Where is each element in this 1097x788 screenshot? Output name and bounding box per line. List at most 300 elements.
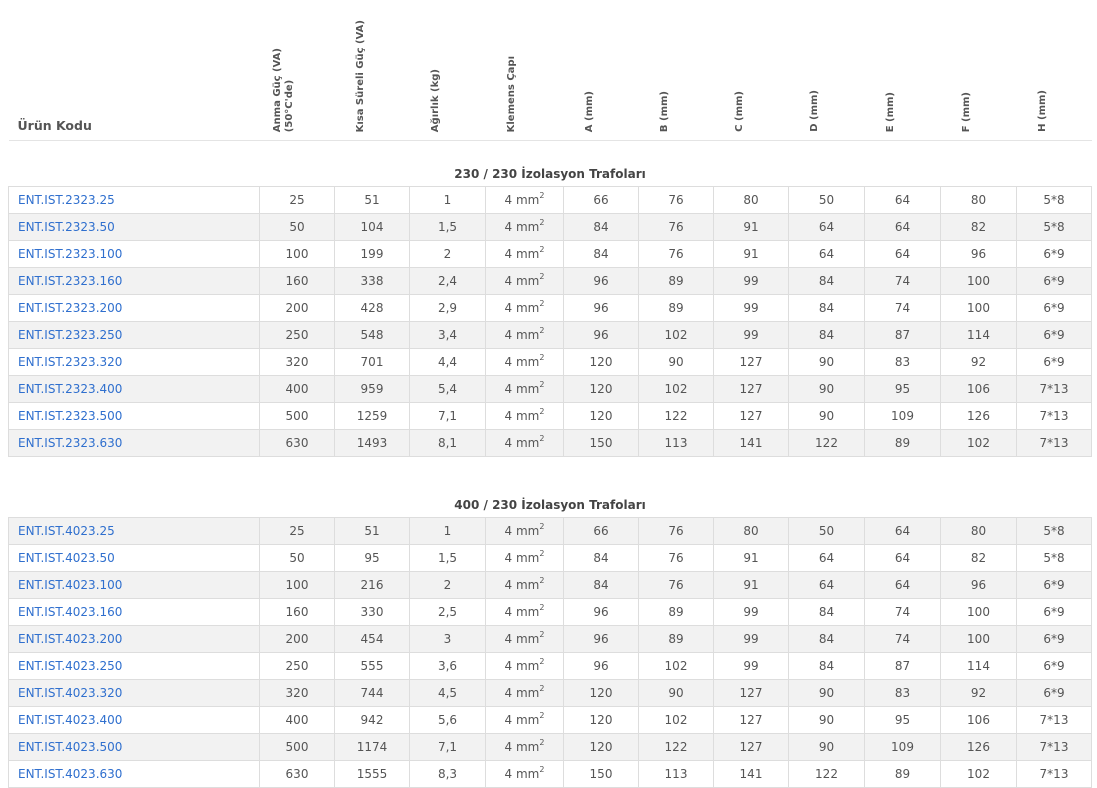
product-code-link[interactable]: ENT.IST.4023.400 bbox=[18, 713, 123, 727]
cell-short-power: 338 bbox=[335, 268, 410, 295]
cell-dim-d: 122 bbox=[789, 430, 865, 457]
header-h bbox=[1017, 0, 1092, 141]
table-row bbox=[9, 653, 1092, 680]
cell-dim-d: 84 bbox=[789, 322, 865, 349]
cell-weight: 3,4 bbox=[410, 322, 486, 349]
cell-product-code bbox=[9, 545, 260, 572]
cell-dim-b: 89 bbox=[639, 268, 714, 295]
cell-weight: 7,1 bbox=[410, 403, 486, 430]
cell-product-code bbox=[9, 322, 260, 349]
cell-dim-a: 120 bbox=[564, 403, 639, 430]
cell-dim-d: 90 bbox=[789, 680, 865, 707]
terminal-value: 4 mm bbox=[504, 713, 540, 727]
cell-dim-h: 6*9 bbox=[1017, 322, 1092, 349]
cell-weight: 8,3 bbox=[410, 761, 486, 788]
cell-dim-a: 120 bbox=[564, 734, 639, 761]
cell-dim-c: 127 bbox=[714, 403, 789, 430]
terminal-unit-superscript: 2 bbox=[539, 191, 545, 200]
product-code-link[interactable]: ENT.IST.4023.100 bbox=[18, 578, 123, 592]
cell-dim-b: 76 bbox=[639, 187, 714, 214]
cell-dim-f: 100 bbox=[941, 626, 1017, 653]
header-rated-power-line1: Anma Güç (VA) bbox=[271, 47, 283, 132]
terminal-unit-superscript: 2 bbox=[539, 407, 545, 416]
cell-weight: 3 bbox=[410, 626, 486, 653]
cell-dim-h: 6*9 bbox=[1017, 268, 1092, 295]
terminal-unit-superscript: 2 bbox=[539, 434, 545, 443]
terminal-value: 4 mm bbox=[504, 632, 540, 646]
cell-dim-e: 64 bbox=[865, 545, 941, 572]
cell-dim-e: 74 bbox=[865, 295, 941, 322]
terminal-unit-superscript: 2 bbox=[539, 765, 545, 774]
cell-short-power: 744 bbox=[335, 680, 410, 707]
section-spacer bbox=[9, 457, 1092, 473]
cell-dim-a: 150 bbox=[564, 761, 639, 788]
cell-dim-b: 102 bbox=[639, 653, 714, 680]
cell-dim-c: 127 bbox=[714, 680, 789, 707]
cell-dim-a: 96 bbox=[564, 295, 639, 322]
header-a bbox=[564, 0, 639, 141]
cell-dim-b: 102 bbox=[639, 376, 714, 403]
cell-product-code bbox=[9, 572, 260, 599]
cell-product-code bbox=[9, 626, 260, 653]
product-code-link[interactable]: ENT.IST.4023.200 bbox=[18, 632, 123, 646]
terminal-value: 4 mm bbox=[504, 328, 540, 342]
cell-dim-d: 84 bbox=[789, 295, 865, 322]
header-d bbox=[789, 0, 865, 141]
cell-weight: 4,5 bbox=[410, 680, 486, 707]
cell-rated-power: 25 bbox=[260, 187, 335, 214]
terminal-value: 4 mm bbox=[504, 524, 540, 538]
section-title: 230 / 230 İzolasyon Trafoları bbox=[454, 167, 646, 181]
product-code-link[interactable]: ENT.IST.4023.500 bbox=[18, 740, 123, 754]
product-code-link[interactable]: ENT.IST.4023.160 bbox=[18, 605, 123, 619]
table-row bbox=[9, 214, 1092, 241]
cell-dim-h: 7*13 bbox=[1017, 707, 1092, 734]
cell-weight: 5,4 bbox=[410, 376, 486, 403]
terminal-unit-superscript: 2 bbox=[539, 218, 545, 227]
cell-dim-h: 5*8 bbox=[1017, 545, 1092, 572]
cell-rated-power: 25 bbox=[260, 518, 335, 545]
header-b-label: B (mm) bbox=[658, 90, 670, 132]
cell-dim-f: 82 bbox=[941, 214, 1017, 241]
cell-dim-b: 113 bbox=[639, 761, 714, 788]
cell-dim-b: 76 bbox=[639, 545, 714, 572]
cell-dim-e: 87 bbox=[865, 322, 941, 349]
cell-dim-a: 96 bbox=[564, 268, 639, 295]
cell-weight: 5,6 bbox=[410, 707, 486, 734]
cell-dim-c: 99 bbox=[714, 599, 789, 626]
cell-dim-f: 100 bbox=[941, 599, 1017, 626]
table-row bbox=[9, 572, 1092, 599]
cell-short-power: 104 bbox=[335, 214, 410, 241]
cell-dim-a: 84 bbox=[564, 214, 639, 241]
cell-dim-b: 102 bbox=[639, 322, 714, 349]
cell-dim-h: 6*9 bbox=[1017, 572, 1092, 599]
cell-dim-e: 64 bbox=[865, 214, 941, 241]
cell-short-power: 1493 bbox=[335, 430, 410, 457]
cell-dim-e: 89 bbox=[865, 761, 941, 788]
cell-dim-b: 113 bbox=[639, 430, 714, 457]
table-row bbox=[9, 349, 1092, 376]
cell-short-power: 959 bbox=[335, 376, 410, 403]
terminal-value: 4 mm bbox=[504, 355, 540, 369]
cell-dim-e: 83 bbox=[865, 680, 941, 707]
cell-dim-c: 80 bbox=[714, 518, 789, 545]
header-terminal-label: Klemens Çapı bbox=[505, 55, 517, 132]
cell-dim-h: 6*9 bbox=[1017, 653, 1092, 680]
cell-dim-d: 50 bbox=[789, 518, 865, 545]
terminal-unit-superscript: 2 bbox=[539, 657, 545, 666]
cell-weight: 2 bbox=[410, 241, 486, 268]
cell-dim-h: 6*9 bbox=[1017, 241, 1092, 268]
cell-weight: 2 bbox=[410, 572, 486, 599]
terminal-value: 4 mm bbox=[504, 247, 540, 261]
product-code-link[interactable]: ENT.IST.4023.630 bbox=[18, 767, 123, 781]
terminal-value: 4 mm bbox=[504, 605, 540, 619]
cell-dim-d: 64 bbox=[789, 241, 865, 268]
cell-terminal bbox=[486, 518, 564, 545]
cell-dim-c: 91 bbox=[714, 214, 789, 241]
header-f-label: F (mm) bbox=[960, 91, 972, 132]
cell-dim-a: 84 bbox=[564, 241, 639, 268]
cell-terminal bbox=[486, 761, 564, 788]
cell-rated-power: 400 bbox=[260, 707, 335, 734]
terminal-unit-superscript: 2 bbox=[539, 576, 545, 585]
header-c bbox=[714, 0, 789, 141]
cell-dim-a: 120 bbox=[564, 349, 639, 376]
product-table bbox=[8, 0, 1092, 788]
cell-dim-e: 64 bbox=[865, 572, 941, 599]
terminal-value: 4 mm bbox=[504, 382, 540, 396]
table-row bbox=[9, 680, 1092, 707]
cell-dim-a: 66 bbox=[564, 518, 639, 545]
table-row bbox=[9, 707, 1092, 734]
cell-dim-f: 106 bbox=[941, 376, 1017, 403]
cell-short-power: 1259 bbox=[335, 403, 410, 430]
terminal-unit-superscript: 2 bbox=[539, 380, 545, 389]
cell-dim-h: 5*8 bbox=[1017, 214, 1092, 241]
cell-short-power: 51 bbox=[335, 187, 410, 214]
terminal-unit-superscript: 2 bbox=[539, 630, 545, 639]
cell-product-code bbox=[9, 376, 260, 403]
cell-dim-f: 80 bbox=[941, 518, 1017, 545]
cell-product-code bbox=[9, 599, 260, 626]
cell-dim-a: 96 bbox=[564, 653, 639, 680]
header-h-label: H (mm) bbox=[1036, 90, 1048, 132]
cell-dim-b: 102 bbox=[639, 707, 714, 734]
cell-weight: 1 bbox=[410, 187, 486, 214]
cell-rated-power: 320 bbox=[260, 680, 335, 707]
cell-short-power: 95 bbox=[335, 545, 410, 572]
cell-terminal bbox=[486, 268, 564, 295]
cell-terminal bbox=[486, 626, 564, 653]
cell-terminal bbox=[486, 214, 564, 241]
cell-dim-f: 126 bbox=[941, 734, 1017, 761]
table-row bbox=[9, 518, 1092, 545]
cell-short-power: 548 bbox=[335, 322, 410, 349]
cell-dim-b: 76 bbox=[639, 518, 714, 545]
cell-weight: 3,6 bbox=[410, 653, 486, 680]
cell-dim-b: 90 bbox=[639, 349, 714, 376]
cell-rated-power: 500 bbox=[260, 734, 335, 761]
table-row bbox=[9, 545, 1092, 572]
cell-dim-b: 122 bbox=[639, 403, 714, 430]
cell-dim-f: 100 bbox=[941, 268, 1017, 295]
cell-dim-d: 90 bbox=[789, 707, 865, 734]
product-code-link[interactable]: ENT.IST.4023.50 bbox=[18, 551, 115, 565]
cell-terminal bbox=[486, 295, 564, 322]
cell-rated-power: 250 bbox=[260, 653, 335, 680]
header-short-power bbox=[335, 0, 410, 141]
table-row bbox=[9, 268, 1092, 295]
terminal-unit-superscript: 2 bbox=[539, 522, 545, 531]
cell-dim-d: 122 bbox=[789, 761, 865, 788]
header-a-label: A (mm) bbox=[583, 90, 595, 132]
cell-weight: 1 bbox=[410, 518, 486, 545]
cell-dim-a: 84 bbox=[564, 572, 639, 599]
cell-dim-c: 127 bbox=[714, 376, 789, 403]
cell-weight: 8,1 bbox=[410, 430, 486, 457]
cell-short-power: 454 bbox=[335, 626, 410, 653]
cell-weight: 2,4 bbox=[410, 268, 486, 295]
cell-dim-h: 5*8 bbox=[1017, 187, 1092, 214]
cell-rated-power: 160 bbox=[260, 599, 335, 626]
cell-dim-f: 82 bbox=[941, 545, 1017, 572]
table-row bbox=[9, 241, 1092, 268]
cell-dim-a: 150 bbox=[564, 430, 639, 457]
product-code-link[interactable]: ENT.IST.2323.400 bbox=[18, 382, 123, 396]
terminal-unit-superscript: 2 bbox=[539, 603, 545, 612]
cell-dim-b: 76 bbox=[639, 214, 714, 241]
cell-dim-d: 90 bbox=[789, 734, 865, 761]
cell-dim-a: 120 bbox=[564, 376, 639, 403]
cell-weight: 7,1 bbox=[410, 734, 486, 761]
terminal-value: 4 mm bbox=[504, 740, 540, 754]
cell-dim-c: 99 bbox=[714, 268, 789, 295]
cell-rated-power: 50 bbox=[260, 545, 335, 572]
cell-short-power: 428 bbox=[335, 295, 410, 322]
cell-dim-h: 6*9 bbox=[1017, 626, 1092, 653]
cell-dim-b: 89 bbox=[639, 295, 714, 322]
cell-dim-c: 99 bbox=[714, 653, 789, 680]
cell-dim-f: 92 bbox=[941, 349, 1017, 376]
cell-dim-c: 127 bbox=[714, 349, 789, 376]
cell-rated-power: 100 bbox=[260, 572, 335, 599]
cell-weight: 1,5 bbox=[410, 214, 486, 241]
product-code-link[interactable]: ENT.IST.4023.320 bbox=[18, 686, 123, 700]
cell-dim-e: 83 bbox=[865, 349, 941, 376]
header-rated-power-line2: (50°C'de) bbox=[283, 79, 295, 132]
terminal-value: 4 mm bbox=[504, 436, 540, 450]
cell-product-code bbox=[9, 403, 260, 430]
cell-dim-f: 126 bbox=[941, 403, 1017, 430]
terminal-unit-superscript: 2 bbox=[539, 245, 545, 254]
cell-dim-h: 6*9 bbox=[1017, 349, 1092, 376]
table-row bbox=[9, 761, 1092, 788]
cell-dim-h: 7*13 bbox=[1017, 403, 1092, 430]
table-header bbox=[9, 0, 1092, 141]
table-row bbox=[9, 295, 1092, 322]
cell-product-code bbox=[9, 430, 260, 457]
cell-dim-a: 84 bbox=[564, 545, 639, 572]
cell-short-power: 51 bbox=[335, 518, 410, 545]
header-e bbox=[865, 0, 941, 141]
cell-dim-a: 96 bbox=[564, 599, 639, 626]
section-title: 400 / 230 İzolasyon Trafoları bbox=[454, 498, 646, 512]
cell-short-power: 330 bbox=[335, 599, 410, 626]
cell-dim-d: 64 bbox=[789, 572, 865, 599]
section-spacer-cell bbox=[9, 457, 1092, 473]
cell-dim-h: 5*8 bbox=[1017, 518, 1092, 545]
cell-rated-power: 200 bbox=[260, 295, 335, 322]
header-product-code: Ürün Kodu bbox=[9, 0, 260, 141]
cell-product-code bbox=[9, 295, 260, 322]
cell-product-code bbox=[9, 268, 260, 295]
cell-dim-c: 99 bbox=[714, 295, 789, 322]
cell-terminal bbox=[486, 322, 564, 349]
cell-dim-b: 76 bbox=[639, 572, 714, 599]
table-row bbox=[9, 322, 1092, 349]
cell-terminal bbox=[486, 653, 564, 680]
cell-dim-f: 102 bbox=[941, 761, 1017, 788]
cell-product-code bbox=[9, 241, 260, 268]
cell-terminal bbox=[486, 241, 564, 268]
cell-dim-c: 141 bbox=[714, 761, 789, 788]
cell-product-code bbox=[9, 187, 260, 214]
table-row bbox=[9, 403, 1092, 430]
cell-rated-power: 200 bbox=[260, 626, 335, 653]
cell-rated-power: 630 bbox=[260, 430, 335, 457]
cell-dim-h: 7*13 bbox=[1017, 376, 1092, 403]
product-code-link[interactable]: ENT.IST.2323.200 bbox=[18, 301, 123, 315]
product-code-link[interactable]: ENT.IST.2323.25 bbox=[18, 193, 115, 207]
cell-product-code bbox=[9, 653, 260, 680]
cell-dim-e: 109 bbox=[865, 403, 941, 430]
cell-dim-f: 80 bbox=[941, 187, 1017, 214]
cell-weight: 2,9 bbox=[410, 295, 486, 322]
cell-dim-a: 96 bbox=[564, 626, 639, 653]
cell-dim-b: 76 bbox=[639, 241, 714, 268]
terminal-unit-superscript: 2 bbox=[539, 299, 545, 308]
cell-dim-f: 100 bbox=[941, 295, 1017, 322]
cell-terminal bbox=[486, 376, 564, 403]
product-code-link[interactable]: ENT.IST.4023.250 bbox=[18, 659, 123, 673]
terminal-value: 4 mm bbox=[504, 659, 540, 673]
cell-dim-h: 6*9 bbox=[1017, 680, 1092, 707]
terminal-unit-superscript: 2 bbox=[539, 738, 545, 747]
cell-dim-e: 74 bbox=[865, 599, 941, 626]
cell-dim-b: 89 bbox=[639, 599, 714, 626]
cell-short-power: 216 bbox=[335, 572, 410, 599]
cell-dim-a: 120 bbox=[564, 680, 639, 707]
cell-dim-f: 102 bbox=[941, 430, 1017, 457]
cell-dim-c: 99 bbox=[714, 322, 789, 349]
table-body bbox=[9, 141, 1092, 788]
product-code-link[interactable]: ENT.IST.2323.100 bbox=[18, 247, 123, 261]
table-row bbox=[9, 187, 1092, 214]
cell-dim-h: 7*13 bbox=[1017, 430, 1092, 457]
product-code-link[interactable]: ENT.IST.2323.160 bbox=[18, 274, 123, 288]
cell-rated-power: 400 bbox=[260, 376, 335, 403]
cell-dim-c: 141 bbox=[714, 430, 789, 457]
cell-dim-d: 84 bbox=[789, 268, 865, 295]
cell-dim-c: 80 bbox=[714, 187, 789, 214]
header-f bbox=[941, 0, 1017, 141]
header-d-label: D (mm) bbox=[808, 90, 820, 132]
terminal-unit-superscript: 2 bbox=[539, 272, 545, 281]
cell-terminal bbox=[486, 403, 564, 430]
cell-rated-power: 500 bbox=[260, 403, 335, 430]
cell-dim-c: 127 bbox=[714, 734, 789, 761]
cell-dim-e: 64 bbox=[865, 518, 941, 545]
cell-dim-a: 66 bbox=[564, 187, 639, 214]
cell-terminal bbox=[486, 599, 564, 626]
cell-dim-e: 89 bbox=[865, 430, 941, 457]
cell-dim-e: 74 bbox=[865, 626, 941, 653]
cell-dim-a: 96 bbox=[564, 322, 639, 349]
cell-weight: 2,5 bbox=[410, 599, 486, 626]
cell-short-power: 199 bbox=[335, 241, 410, 268]
cell-short-power: 555 bbox=[335, 653, 410, 680]
cell-dim-e: 64 bbox=[865, 187, 941, 214]
cell-rated-power: 630 bbox=[260, 761, 335, 788]
cell-dim-d: 64 bbox=[789, 545, 865, 572]
cell-product-code bbox=[9, 680, 260, 707]
cell-product-code bbox=[9, 734, 260, 761]
cell-weight: 1,5 bbox=[410, 545, 486, 572]
cell-product-code bbox=[9, 518, 260, 545]
cell-dim-d: 84 bbox=[789, 626, 865, 653]
cell-dim-e: 109 bbox=[865, 734, 941, 761]
product-code-link[interactable]: ENT.IST.2323.630 bbox=[18, 436, 123, 450]
product-code-link[interactable]: ENT.IST.2323.320 bbox=[18, 355, 123, 369]
cell-terminal bbox=[486, 680, 564, 707]
header-rated-power bbox=[260, 0, 335, 141]
terminal-value: 4 mm bbox=[504, 578, 540, 592]
table-row bbox=[9, 734, 1092, 761]
cell-short-power: 1174 bbox=[335, 734, 410, 761]
header-c-label: C (mm) bbox=[733, 91, 745, 132]
section-header-row bbox=[9, 141, 1092, 187]
cell-weight: 4,4 bbox=[410, 349, 486, 376]
cell-dim-h: 6*9 bbox=[1017, 599, 1092, 626]
header-short-power-label: Kısa Süreli Güç (VA) bbox=[354, 19, 366, 132]
cell-dim-b: 89 bbox=[639, 626, 714, 653]
cell-dim-d: 64 bbox=[789, 214, 865, 241]
table-row bbox=[9, 376, 1092, 403]
terminal-value: 4 mm bbox=[504, 551, 540, 565]
cell-product-code bbox=[9, 707, 260, 734]
terminal-value: 4 mm bbox=[504, 686, 540, 700]
cell-dim-e: 74 bbox=[865, 268, 941, 295]
product-code-link[interactable]: ENT.IST.4023.25 bbox=[18, 524, 115, 538]
product-code-link[interactable]: ENT.IST.2323.250 bbox=[18, 328, 123, 342]
header-weight bbox=[410, 0, 486, 141]
cell-dim-e: 95 bbox=[865, 707, 941, 734]
terminal-unit-superscript: 2 bbox=[539, 353, 545, 362]
product-code-link[interactable]: ENT.IST.2323.50 bbox=[18, 220, 115, 234]
cell-dim-c: 91 bbox=[714, 241, 789, 268]
cell-terminal bbox=[486, 545, 564, 572]
cell-short-power: 942 bbox=[335, 707, 410, 734]
cell-dim-b: 90 bbox=[639, 680, 714, 707]
header-terminal bbox=[486, 0, 564, 141]
product-code-link[interactable]: ENT.IST.2323.500 bbox=[18, 409, 123, 423]
cell-dim-a: 120 bbox=[564, 707, 639, 734]
cell-dim-e: 64 bbox=[865, 241, 941, 268]
cell-dim-c: 91 bbox=[714, 545, 789, 572]
product-table-container bbox=[8, 0, 1091, 788]
